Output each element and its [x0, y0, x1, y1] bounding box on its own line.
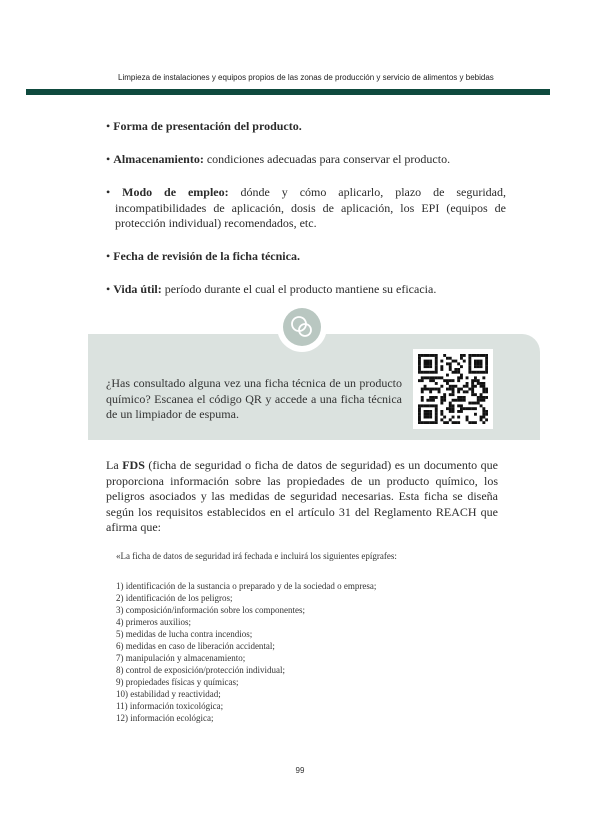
- bullet-item: • Vida útil: período durante el cual el producto mantiene su eficacia.: [106, 282, 437, 296]
- quote-intro: «La ficha de datos de seguridad irá fechada e incluirá los siguientes epígrafes:: [116, 551, 397, 561]
- header-rule: [26, 89, 550, 95]
- list-item: 6) medidas en caso de liberación accidental;: [116, 641, 275, 651]
- list-item: 8) control de exposición/protección individual;: [116, 665, 285, 675]
- bullet-term: Forma de presentación del producto.: [113, 119, 302, 133]
- bullet-item: • Modo de empleo: dónde y cómo aplicarlo, plazo de seguridad, incompatibilidades de aplicación, dosis de aplicación, los EPI (equipos de protección individual) recomendados, etc.: [106, 185, 506, 230]
- epigraph-list: [116, 580, 516, 724]
- bullet-item: • Fecha de revisión de la ficha técnica.: [106, 249, 300, 263]
- fds-paragraph: [106, 458, 498, 536]
- callout-badge: [277, 302, 327, 352]
- bullet-term: Vida útil:: [113, 282, 162, 296]
- qr-code[interactable]: [413, 349, 493, 429]
- list-item: 5) medidas de lucha contra incendios;: [116, 629, 253, 639]
- bullet-text: condiciones adecuadas para conservar el producto.: [203, 152, 451, 166]
- running-header: Limpieza de instalaciones y equipos propios de las zonas de producción y servicio de alimentos y bebidas: [118, 73, 494, 82]
- bullet-text: período durante el cual el producto mantiene su eficacia.: [161, 282, 437, 296]
- list-item: 11) información toxicológica;: [116, 701, 224, 711]
- bullet-item: • Forma de presentación del producto.: [106, 119, 302, 133]
- fds-term: FDS: [122, 458, 145, 472]
- page-number: 99: [295, 766, 305, 775]
- bullet-term: Modo de empleo:: [122, 185, 229, 199]
- list-item: 10) estabilidad y reactividad;: [116, 689, 221, 699]
- para-after: (ficha de seguridad o ficha de datos de seguridad) es un documento que proporciona información sobre las propiedades de un producto químico, los peligros asociados y las medidas de seguridad necesarias. Esta ficha se diseña según los requisitos establecidos en el artículo 31 del Reglamento REACH que afirma que:: [106, 458, 499, 534]
- callout-text: ¿Has consultado alguna vez una ficha técnica de un producto químico? Escanea el código QR y accede a una ficha técnica de un limpiador de espuma.: [106, 376, 402, 421]
- bullet-term: Almacenamiento:: [113, 152, 204, 166]
- qr-code-icon: [418, 354, 488, 424]
- list-item: 3) composición/información sobre los componentes;: [116, 605, 305, 615]
- list-item: 7) manipulación y almacenamiento;: [116, 653, 246, 663]
- bullet-item: • Almacenamiento: condiciones adecuadas para conservar el producto.: [106, 152, 451, 166]
- list-item: 4) primeros auxilios;: [116, 617, 191, 627]
- bullet-text: dónde y cómo aplicarlo, plazo de seguridad, incompatibilidades de aplicación, dosis de aplicación, los EPI (equipos de protección individual) recomendados, etc.: [115, 185, 506, 230]
- list-item: 2) identificación de los peligros;: [116, 593, 233, 603]
- chat-bubbles-icon: [289, 314, 315, 340]
- list-item: 9) propiedades físicas y químicas;: [116, 677, 239, 687]
- list-item: 12) información ecológica;: [116, 713, 214, 723]
- bullet-term: Fecha de revisión de la ficha técnica.: [113, 249, 300, 263]
- bullet-list: [106, 119, 506, 315]
- list-item: 1) identificación de la sustancia o preparado y de la sociedad o empresa;: [116, 581, 377, 591]
- para-before: La: [106, 458, 123, 472]
